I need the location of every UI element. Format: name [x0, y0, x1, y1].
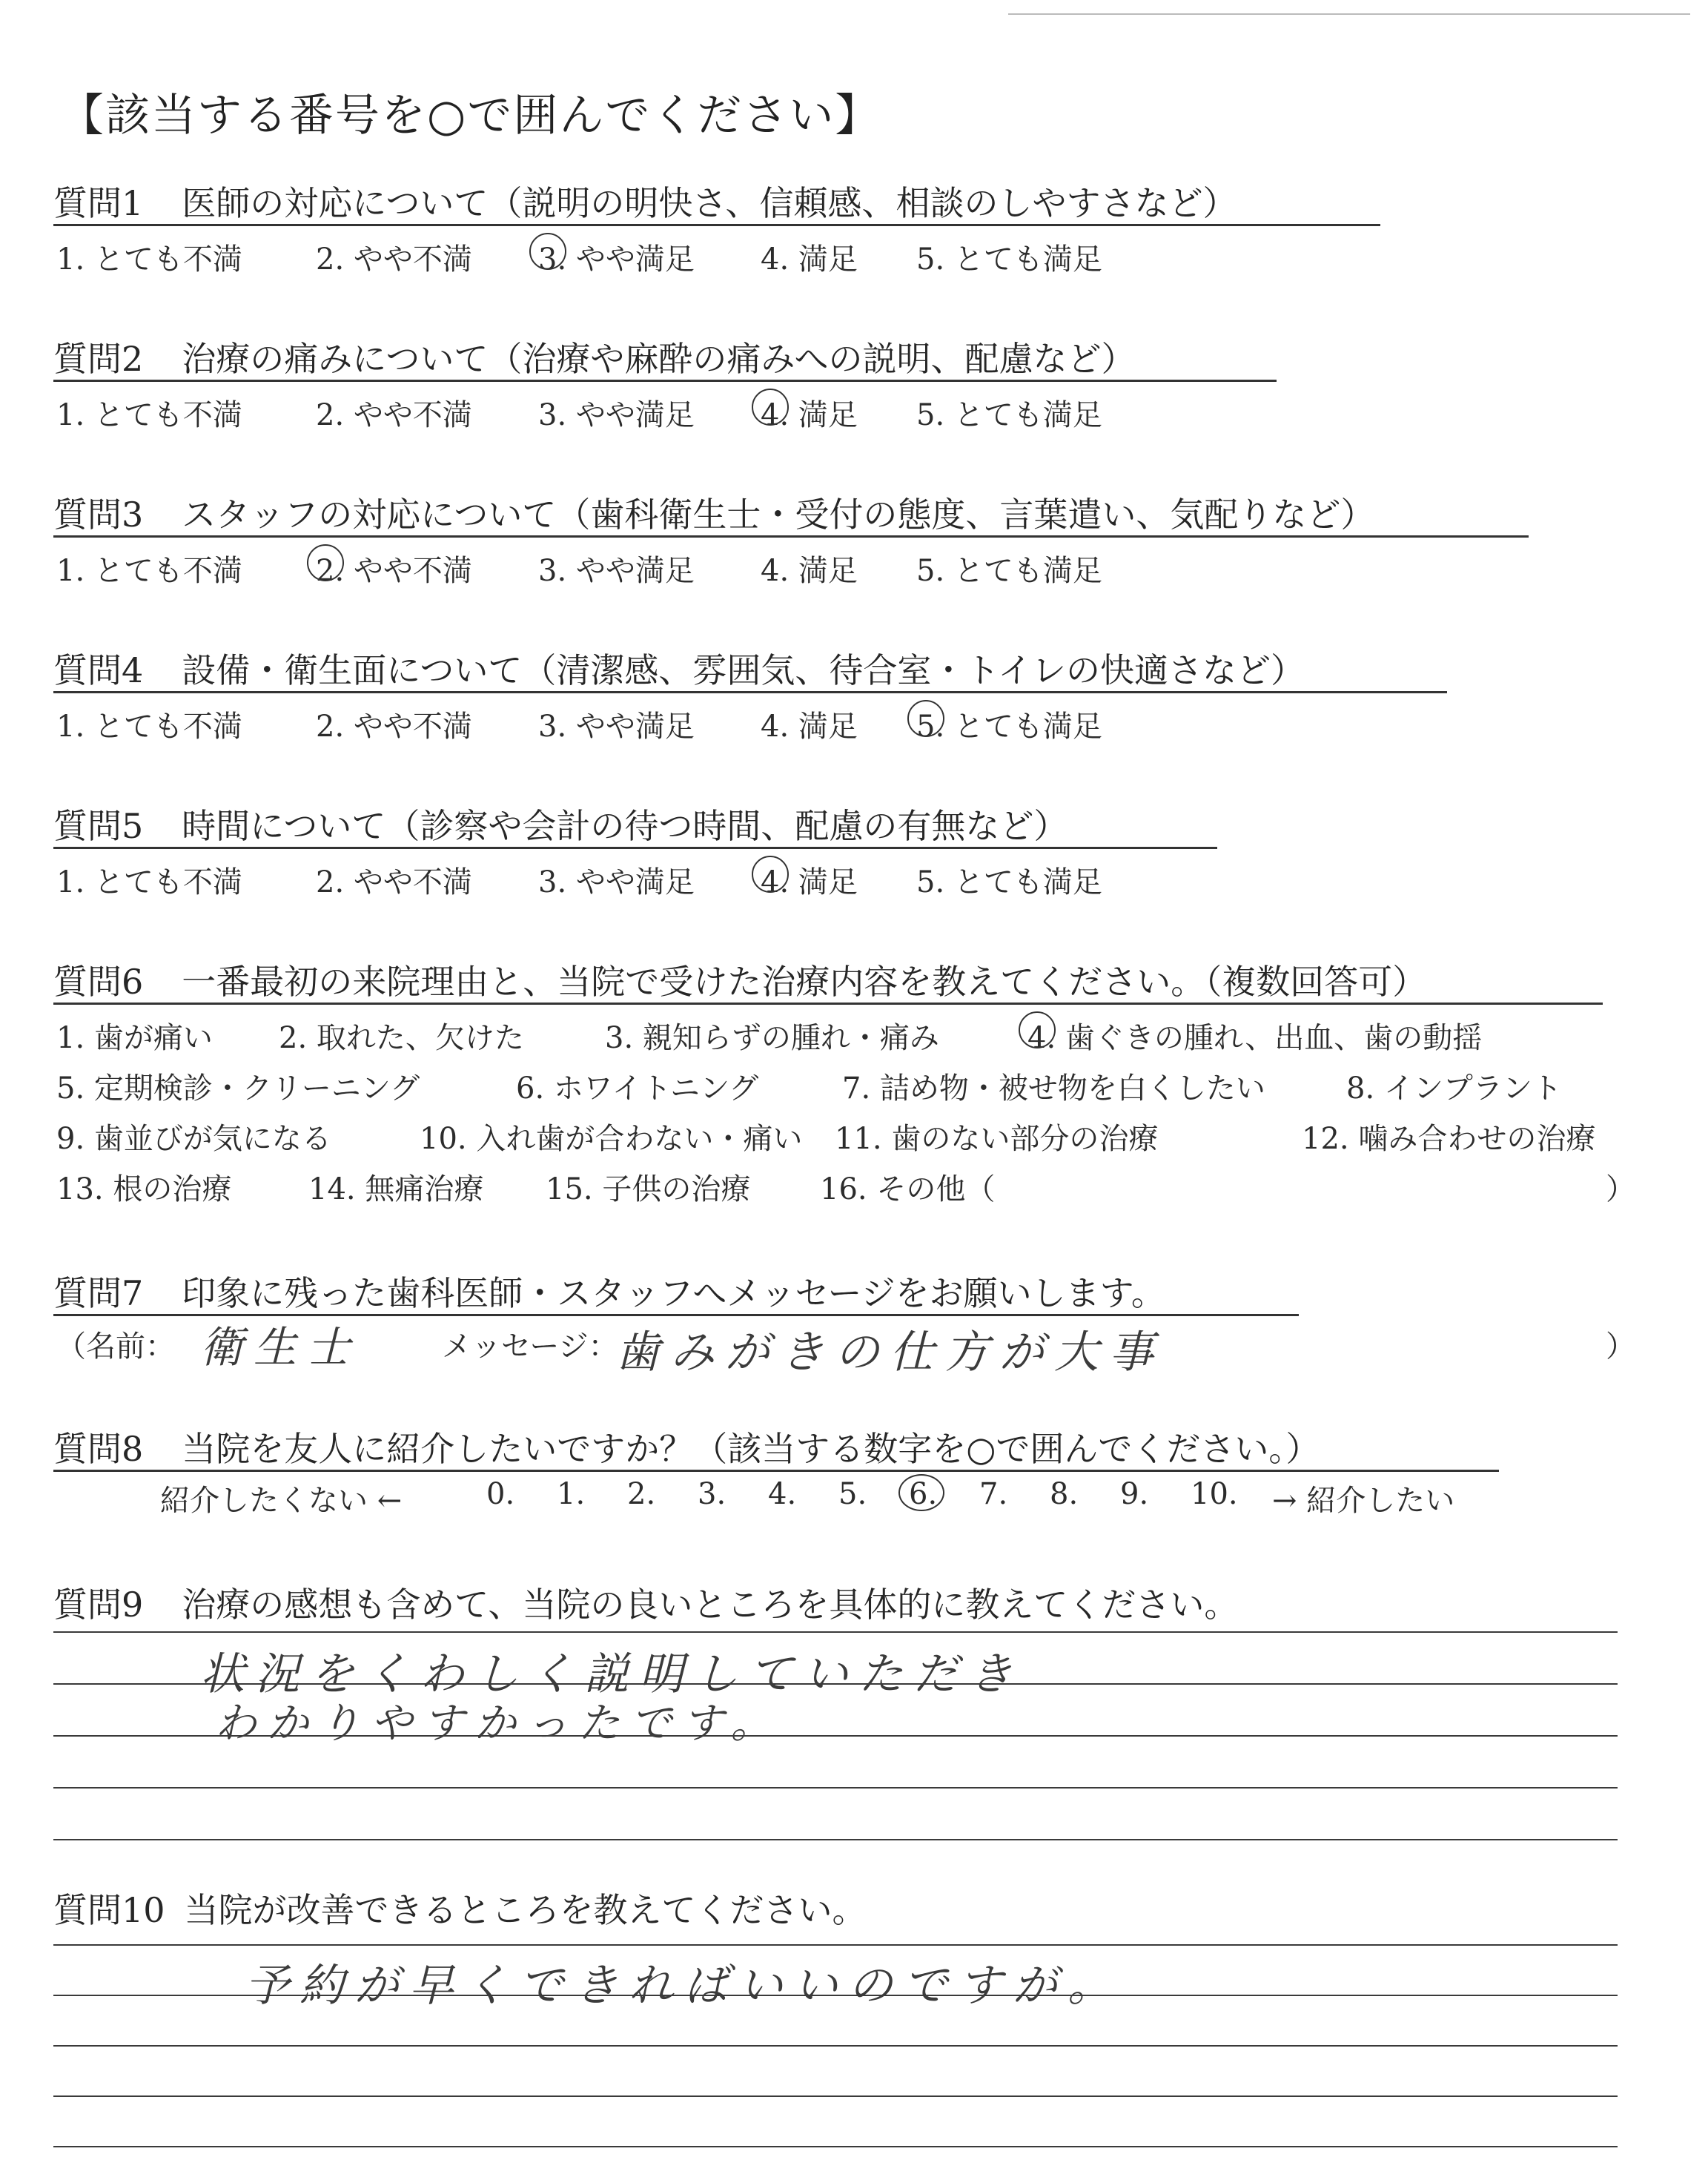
scale-7[interactable]: 7.	[979, 1477, 1008, 1511]
question-number: 質問7	[53, 1273, 144, 1313]
question-number: 質問1	[53, 183, 144, 223]
scale-1[interactable]: 1.	[557, 1477, 586, 1511]
option-14[interactable]: 14. 無痛治療	[308, 1172, 484, 1206]
question-number: 質問6	[53, 962, 144, 1002]
option-1[interactable]: 1. とても不満	[56, 710, 242, 744]
option-1[interactable]: 1. とても不満	[56, 865, 242, 899]
scale-10[interactable]: 10.	[1191, 1477, 1238, 1511]
scale-9[interactable]: 9.	[1120, 1477, 1149, 1511]
option-12[interactable]: 12. 噛み合わせの治療	[1302, 1122, 1596, 1156]
writing-line	[53, 2095, 1618, 2097]
selection-circle	[898, 1474, 944, 1511]
scale-8[interactable]: 8.	[1050, 1477, 1079, 1511]
question-text: 治療の痛みについて（治療や麻酔の痛みへの説明、配慮など）	[182, 339, 1136, 379]
selection-circle	[907, 700, 944, 737]
writing-line	[53, 1631, 1618, 1633]
option-3[interactable]: 3. やや満足	[538, 242, 695, 277]
question-9-header	[53, 1578, 1238, 1627]
question-text: 時間について（診察や会計の待つ時間、配慮の有無など）	[182, 806, 1068, 846]
question-number: 質問3	[53, 495, 144, 535]
option-2[interactable]: 2. やや不満	[316, 865, 472, 899]
option-7[interactable]: 7. 詰め物・被せ物を白くしたい	[842, 1071, 1265, 1106]
question-text: 印象に残った歯科医師・スタッフへメッセージをお願いします。	[182, 1273, 1165, 1313]
name-handwritten[interactable]: 衛生士	[200, 1322, 361, 1373]
option-1[interactable]: 1. とても不満	[56, 554, 242, 588]
scale-5[interactable]: 5.	[838, 1477, 867, 1511]
scale-2[interactable]: 2.	[627, 1477, 656, 1511]
question-number: 質問10	[53, 1890, 165, 1930]
option-4[interactable]: 4. 満足	[761, 554, 858, 588]
selection-circle	[752, 389, 789, 426]
question-number: 質問5	[53, 806, 144, 846]
selection-circle	[1019, 1011, 1056, 1048]
question-4-header	[53, 644, 1305, 693]
question-number: 質問2	[53, 339, 144, 379]
page-title: 【該当する番号を○で囲んでください】	[59, 90, 881, 142]
option-2[interactable]: 2. やや不満	[316, 242, 472, 277]
option-6[interactable]: 6. ホワイトニング	[516, 1071, 759, 1106]
writing-line	[53, 1787, 1618, 1789]
question-text: 当院が改善できるところを教えてください。	[184, 1890, 867, 1930]
writing-line	[53, 1839, 1618, 1840]
option-4[interactable]: 4. 満足	[761, 242, 858, 277]
option-9[interactable]: 9. 歯並びが気になる	[56, 1122, 331, 1156]
option-15[interactable]: 15. 子供の治療	[546, 1172, 751, 1206]
selection-circle	[529, 233, 566, 270]
answer-handwritten-line-1[interactable]: 予約が早くできればいいのですが。	[245, 1960, 1122, 2012]
question-3-header	[53, 488, 1374, 537]
question-10-header	[53, 1883, 867, 1932]
underline	[53, 691, 1447, 693]
writing-line	[53, 1944, 1618, 1946]
scale-0[interactable]: 0.	[486, 1477, 515, 1511]
question-text: 医師の対応について（説明の明快さ、信頼感、相談のしやすさなど）	[182, 183, 1237, 223]
option-5[interactable]: 5. とても満足	[916, 865, 1102, 899]
question-8-header	[53, 1422, 1320, 1471]
question-text: スタッフの対応について（歯科衛生士・受付の態度、言葉遣い、気配りなど）	[182, 495, 1375, 535]
question-7-header	[53, 1266, 1165, 1315]
option-3[interactable]: 3. やや満足	[538, 865, 695, 899]
writing-line	[53, 2045, 1618, 2047]
question-5-header	[53, 799, 1068, 848]
option-3[interactable]: 3. やや満足	[538, 398, 695, 432]
option-4[interactable]: 4. 満足	[761, 398, 858, 432]
option-8[interactable]: 8. インプラント	[1346, 1071, 1562, 1106]
option-1[interactable]: 1. とても不満	[56, 398, 242, 432]
option-4[interactable]: 4. 歯ぐきの腫れ、出血、歯の動揺	[1027, 1021, 1483, 1055]
option-3[interactable]: 3. やや満足	[538, 710, 695, 744]
scale-3[interactable]: 3.	[698, 1477, 726, 1511]
underline	[53, 1003, 1603, 1005]
option-4[interactable]: 4. 満足	[761, 710, 858, 744]
option-2[interactable]: 2. やや不満	[316, 710, 472, 744]
option-2[interactable]: 2. やや不満	[316, 398, 472, 432]
question-2-header	[53, 332, 1135, 381]
message-handwritten[interactable]: 歯みがきの仕方が大事	[615, 1327, 1164, 1378]
underline	[53, 380, 1277, 382]
underline	[53, 1470, 1499, 1472]
question-text: 設備・衛生面について（清潔感、雰囲気、待合室・トイレの快適さなど）	[182, 650, 1305, 690]
option-3[interactable]: 3. 親知らずの腫れ・痛み	[605, 1021, 939, 1055]
name-label: （名前：	[56, 1330, 175, 1364]
option-5[interactable]: 5. とても満足	[916, 242, 1102, 277]
option-4[interactable]: 4. 満足	[761, 865, 858, 899]
underline	[53, 847, 1217, 849]
answer-handwritten-line-1[interactable]: 状況をくわしく説明していただき	[200, 1648, 1023, 1700]
option-2[interactable]: 2. やや不満	[316, 554, 472, 588]
answer-handwritten-line-2[interactable]: わかりやすかったです。	[215, 1700, 783, 1748]
option-5[interactable]: 5. とても満足	[916, 710, 1102, 744]
question-number: 質問8	[53, 1429, 144, 1469]
option-2[interactable]: 2. 取れた、欠けた	[279, 1021, 524, 1055]
close-paren: ）	[1606, 1172, 1635, 1206]
scale-right-label: → 紹介したい	[1272, 1484, 1455, 1518]
option-5[interactable]: 5. 定期検診・クリーニング	[56, 1071, 420, 1106]
underline	[53, 535, 1529, 538]
close-paren: ）	[1606, 1330, 1635, 1364]
scale-6[interactable]: 6.	[909, 1477, 938, 1511]
option-5[interactable]: 5. とても満足	[916, 554, 1102, 588]
question-number: 質問4	[53, 650, 144, 690]
question-1-header	[53, 176, 1237, 225]
message-label: メッセージ：	[442, 1330, 618, 1364]
scan-edge-line	[1008, 13, 1690, 15]
underline	[53, 224, 1380, 226]
option-1[interactable]: 1. 歯が痛い	[56, 1021, 213, 1055]
question-text: 当院を友人に紹介したいですか？（該当する数字を○で囲んでください。）	[182, 1429, 1320, 1469]
question-text: 治療の感想も含めて、当院の良いところを具体的に教えてください。	[182, 1585, 1239, 1625]
question-text: 一番最初の来院理由と、当院で受けた治療内容を教えてください。（複数回答可）	[182, 962, 1427, 1002]
writing-line	[53, 2146, 1618, 2147]
option-16[interactable]: 16. その他（	[820, 1172, 996, 1206]
question-number: 質問9	[53, 1585, 144, 1625]
option-10[interactable]: 10. 入れ歯が合わない・痛い	[420, 1122, 803, 1156]
option-13[interactable]: 13. 根の治療	[56, 1172, 232, 1206]
option-11[interactable]: 11. 歯のない部分の治療	[835, 1122, 1159, 1156]
option-1[interactable]: 1. とても不満	[56, 242, 242, 277]
option-5[interactable]: 5. とても満足	[916, 398, 1102, 432]
scale-4[interactable]: 4.	[768, 1477, 797, 1511]
selection-circle	[752, 856, 789, 893]
question-6-header	[53, 955, 1426, 1004]
option-3[interactable]: 3. やや満足	[538, 554, 695, 588]
scale-left-label: 紹介したくない ←	[160, 1484, 403, 1518]
selection-circle	[307, 544, 344, 581]
